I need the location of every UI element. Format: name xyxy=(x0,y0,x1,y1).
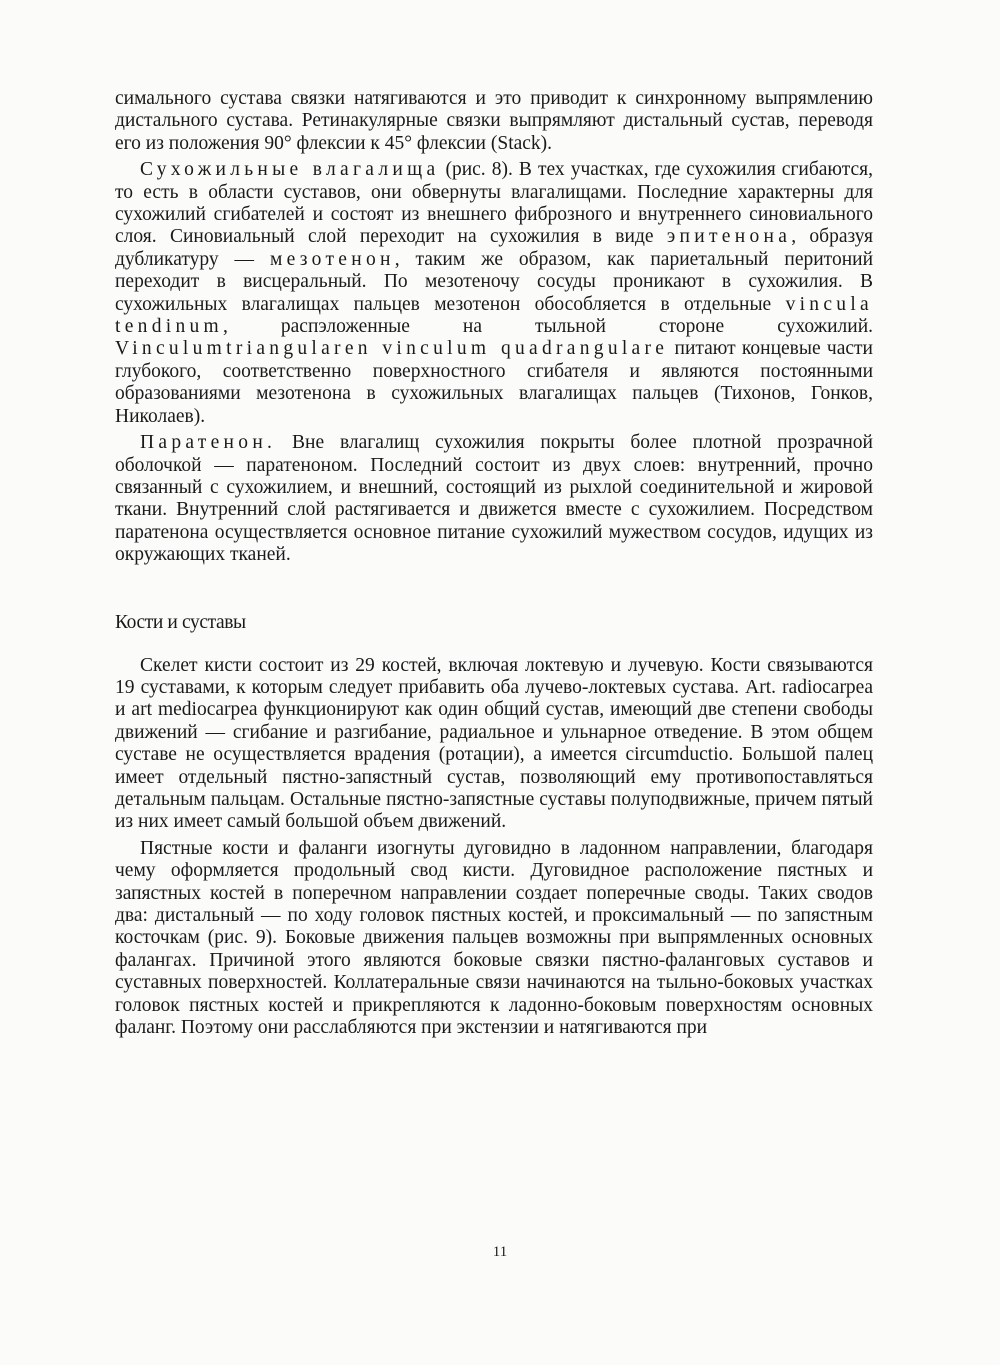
section-heading: Кости и суставы xyxy=(115,611,246,633)
paragraph-text: питают концевые части глубокого, соответственно поверхностного сгибателя и являются постоянными образованиями мезотенона в сухожильных влагалищах пальцев (Тихонов, Гонков, Николаев). xyxy=(115,338,873,427)
term-epitenon: эпитенона xyxy=(666,226,792,248)
paragraph-text: , образуя дубликатуру — xyxy=(115,226,874,270)
page-body-text xyxy=(115,88,873,1039)
paragraph-continued: симального сустава связки натягиваются и это приводит к синхронному выпрямлению дистального сустава. Ретинакулярные связки выпрямляют дистальный сустав, переводя его из положения 90° флексии к 45° флексии (Stack). xyxy=(115,88,873,154)
term-vincula-tendinum: vincula tendinum xyxy=(115,293,873,338)
paragraph-text: (рис. 8). В тех участках, где сухожилия сгибаются, то есть в области суставов, они обвернуты влагалищами. Последние характерны для сухожилий сгибателей и состоят из внешнего фиброзного и внутреннего синовиального слоя. Синовиальный слой переходит на сухожилия в виде xyxy=(115,159,874,248)
term-tendon-sheaths: Сухожильные влагалища xyxy=(140,159,440,181)
paragraph-text: , распэложенные на тыльной стороне сухожилий. xyxy=(222,316,873,338)
section-spacer xyxy=(115,567,873,585)
paragraph-text: , таким же образом, как париетальный перитоний переходит в висцеральный. По мезотеночу сосуды проникают в сухожилия. В сухожильных влагалищах пальцев мезотенон обособляется в отдельные xyxy=(115,248,874,315)
paragraph-text: Вне влагалищ сухожилия покрыты более плотной прозрачной оболочкой — паратеноном. Последний состоит из двух слоев: внутренний, прочно связанный с сухожилием, и внешний, состоящий из рыхлой соединительной и жировой ткани. Внутренний слой растягивается и движется вместе с сухожилием. Посредством паратенона осуществляется основное питание сухожилий мужеством сосудов, идущих из окружающих тканей. xyxy=(115,432,873,566)
page-number: 11 xyxy=(492,1244,508,1260)
paragraph-paratenon xyxy=(115,432,873,566)
paragraph-skeleton: Скелет кисти состоит из 29 костей, включая локтевую и лучевую. Кости связываются 19 суставами, к которым следует прибавить оба лучево-локтевых сустава. Art. radiocarpea и art mediocarpea функционируют как один общий сустав, имеющий две степени свободы движений — сгибание и разгибание, радиальное и ульнарное отведение. В этом общем суставе не осуществляется врадения (ротации), а имеется circumductio. Большой палец имеет отдельный пястно-запястный сустав, позволяющий ему противопоставляться детальным пальцам. Остальные пястно-запястные суставы полуподвижные, причем пятый из них имеет самый большой объем движений. xyxy=(115,654,873,833)
term-paratenon: Паратенон. xyxy=(140,432,277,454)
term-vinculum: Vinculumtriangularen vinculum quadrangulare xyxy=(115,338,669,360)
paragraph-tendon-sheaths xyxy=(115,159,873,428)
term-mesotenon: мезотенон xyxy=(269,248,395,270)
paragraph-metacarpals: Пястные кости и фаланги изогнуты дуговидно в ладонном направлении, благодаря чему оформляется продольный свод кисти. Дуговидное расположение пястных и запястных костей в поперечном направлении создает поперечные своды. Таких сводов два: дистальный — по ходу головок пястных костей, и проксимальный — по запястным косточкам (рис. 9). Боковые движения пальцев возможны при выпрямленных основных фалангах. Причиной этого являются боковые связки пястно-фаланговых суставов и суставных поверхностей. Коллатеральные связи начинаются на тыльно-боковых участках головок пястных костей и прикрепляются к ладонно-боковым поверхностям основных фаланг. Поэтому они расслабляются при экстензии и натягиваются при xyxy=(115,837,873,1039)
